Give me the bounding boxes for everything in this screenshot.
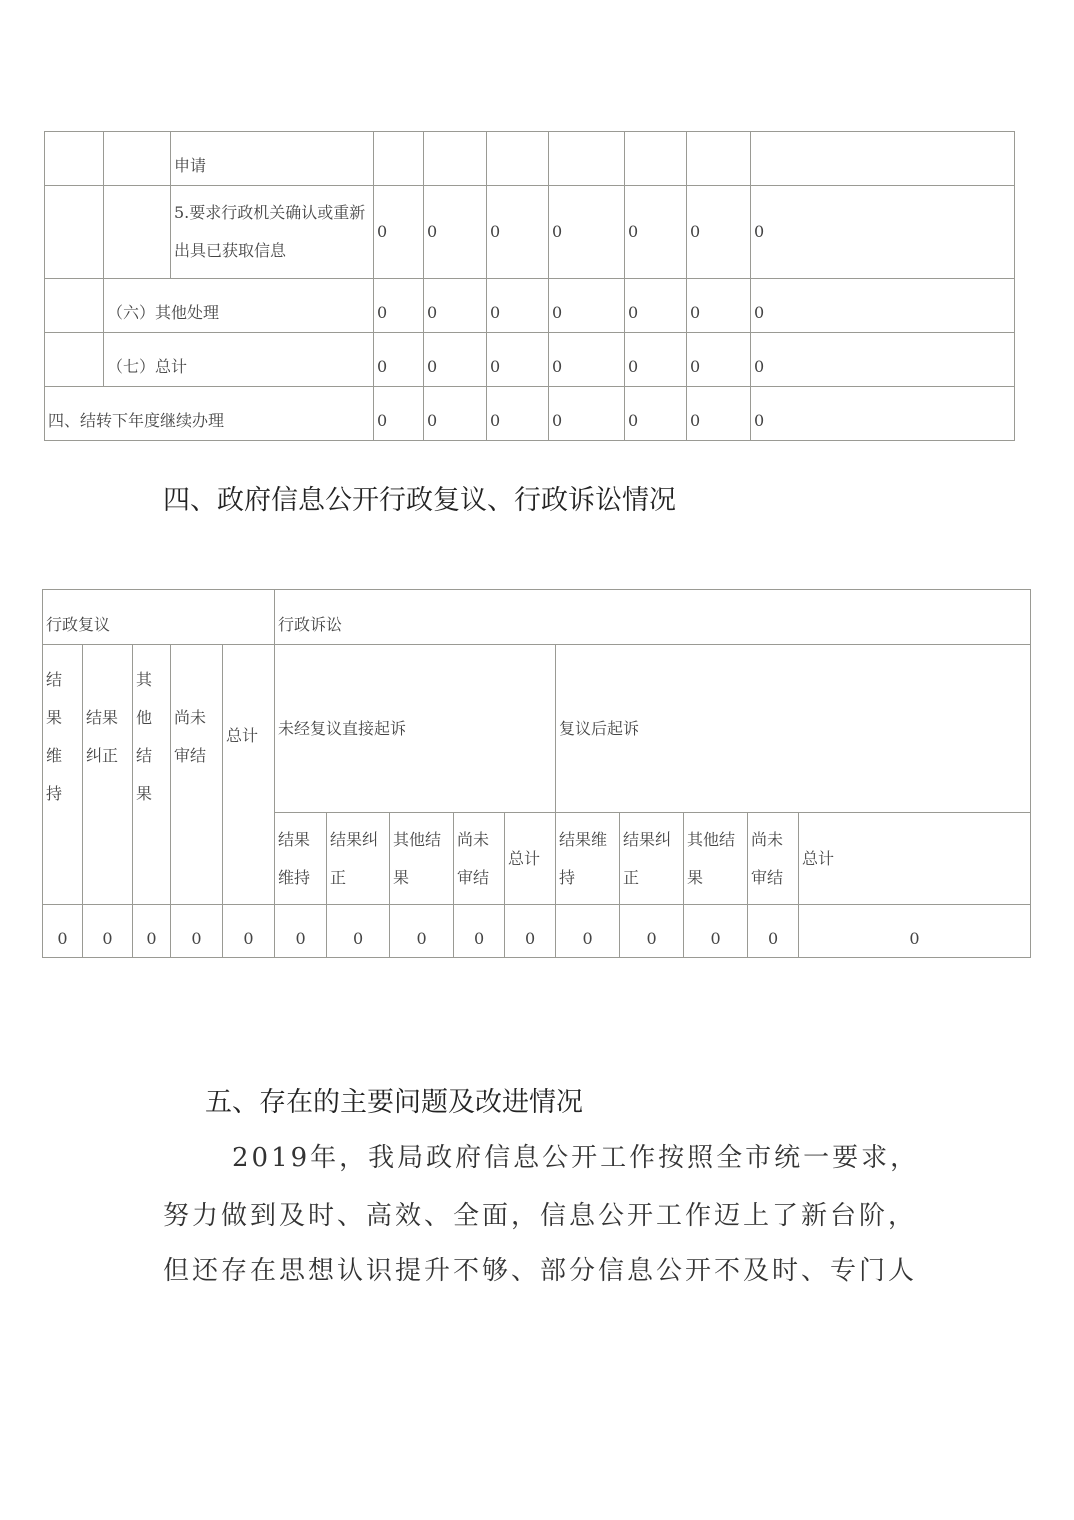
row-label: 5.要求行政机关确认或重新出具已获取信息 (171, 186, 374, 279)
table-cell: 0 (751, 333, 1015, 387)
paragraph-line: 努力做到及时、高效、全面，信息公开工作迈上了新台阶， (163, 1201, 918, 1231)
table-cell: 0 (751, 387, 1015, 441)
table-cell: 0 (687, 186, 751, 279)
value-cell: 0 (505, 905, 556, 958)
value-cell: 0 (133, 905, 171, 958)
table-cell: 0 (625, 387, 687, 441)
table-row (45, 132, 1015, 186)
direct-col-header: 总计 (505, 813, 556, 905)
review-col-header: 尚未审结 (171, 645, 223, 905)
direct-col-header: 结果维持 (275, 813, 327, 905)
value-cell: 0 (43, 905, 83, 958)
value-cell: 0 (223, 905, 275, 958)
table-cell (45, 333, 104, 387)
table-cell (549, 132, 625, 186)
table-cell: 0 (751, 279, 1015, 333)
row-label: 申请 (171, 132, 374, 186)
value-cell: 0 (620, 905, 684, 958)
table-row (45, 279, 1015, 333)
table-cell: 0 (549, 333, 625, 387)
table-cell: 0 (687, 333, 751, 387)
section5-title: 五、存在的主要问题及改进情况 (205, 1087, 583, 1118)
after-review-suit-header: 复议后起诉 (556, 645, 1031, 813)
table-cell (751, 132, 1015, 186)
value-cell: 0 (327, 905, 390, 958)
table-cell: 0 (625, 186, 687, 279)
table-row (43, 645, 1031, 813)
table-cell: 0 (549, 387, 625, 441)
table-cell: 0 (374, 186, 424, 279)
table-cell: 0 (487, 333, 549, 387)
table-row (43, 590, 1031, 645)
table-cell: 0 (625, 333, 687, 387)
table-cell (45, 132, 104, 186)
after-col-header: 总计 (799, 813, 1031, 905)
direct-col-header: 结果纠正 (327, 813, 390, 905)
review-col-header: 总计 (223, 645, 275, 905)
row-label: （六）其他处理 (104, 279, 374, 333)
paragraph-line: 但还存在思想认识提升不够、部分信息公开不及时、专门人 (163, 1256, 918, 1286)
direct-col-header: 其他结果 (390, 813, 454, 905)
value-cell: 0 (83, 905, 133, 958)
application-handling-table (44, 131, 1015, 441)
paragraph-line: 2019年，我局政府信息公开工作按照全市统一要求， (232, 1143, 920, 1173)
table-cell (45, 279, 104, 333)
value-cell: 0 (454, 905, 505, 958)
direct-col-header: 尚未审结 (454, 813, 505, 905)
value-cell: 0 (275, 905, 327, 958)
table-cell (104, 132, 171, 186)
value-cell: 0 (556, 905, 620, 958)
table-cell: 0 (374, 279, 424, 333)
after-col-header: 其他结果 (684, 813, 748, 905)
table-cell: 0 (751, 186, 1015, 279)
value-cell: 0 (748, 905, 799, 958)
table-cell (45, 186, 104, 279)
table-cell (687, 132, 751, 186)
after-col-header: 结果纠正 (620, 813, 684, 905)
row-label: 四、结转下年度继续办理 (45, 387, 374, 441)
section4-title: 四、政府信息公开行政复议、行政诉讼情况 (163, 485, 676, 516)
table-cell: 0 (374, 333, 424, 387)
table-row (45, 387, 1015, 441)
review-col-header: 结果维持 (43, 645, 83, 905)
table-cell: 0 (487, 186, 549, 279)
table-cell: 0 (549, 279, 625, 333)
table-cell (625, 132, 687, 186)
value-cell: 0 (684, 905, 748, 958)
direct-suit-header: 未经复议直接起诉 (275, 645, 556, 813)
table-cell: 0 (625, 279, 687, 333)
table-cell (104, 186, 171, 279)
table-cell: 0 (424, 186, 487, 279)
table-cell: 0 (374, 387, 424, 441)
value-cell: 0 (799, 905, 1031, 958)
after-col-header: 结果维持 (556, 813, 620, 905)
review-col-header: 结果纠正 (83, 645, 133, 905)
table-row (43, 905, 1031, 958)
value-cell: 0 (390, 905, 454, 958)
table-cell (424, 132, 487, 186)
table-row (45, 186, 1015, 279)
table-cell: 0 (487, 279, 549, 333)
row-label: （七）总计 (104, 333, 374, 387)
review-group-header: 行政复议 (43, 590, 275, 645)
table-cell: 0 (424, 279, 487, 333)
table-cell: 0 (424, 387, 487, 441)
after-col-header: 尚未审结 (748, 813, 799, 905)
table-cell: 0 (487, 387, 549, 441)
table-cell (374, 132, 424, 186)
value-cell: 0 (171, 905, 223, 958)
review-litigation-table (42, 589, 1031, 958)
table-cell: 0 (424, 333, 487, 387)
table-cell (487, 132, 549, 186)
table-cell: 0 (687, 387, 751, 441)
table-cell: 0 (549, 186, 625, 279)
review-col-header: 其他结果 (133, 645, 171, 905)
table-row (45, 333, 1015, 387)
litigation-group-header: 行政诉讼 (275, 590, 1031, 645)
table-cell: 0 (687, 279, 751, 333)
